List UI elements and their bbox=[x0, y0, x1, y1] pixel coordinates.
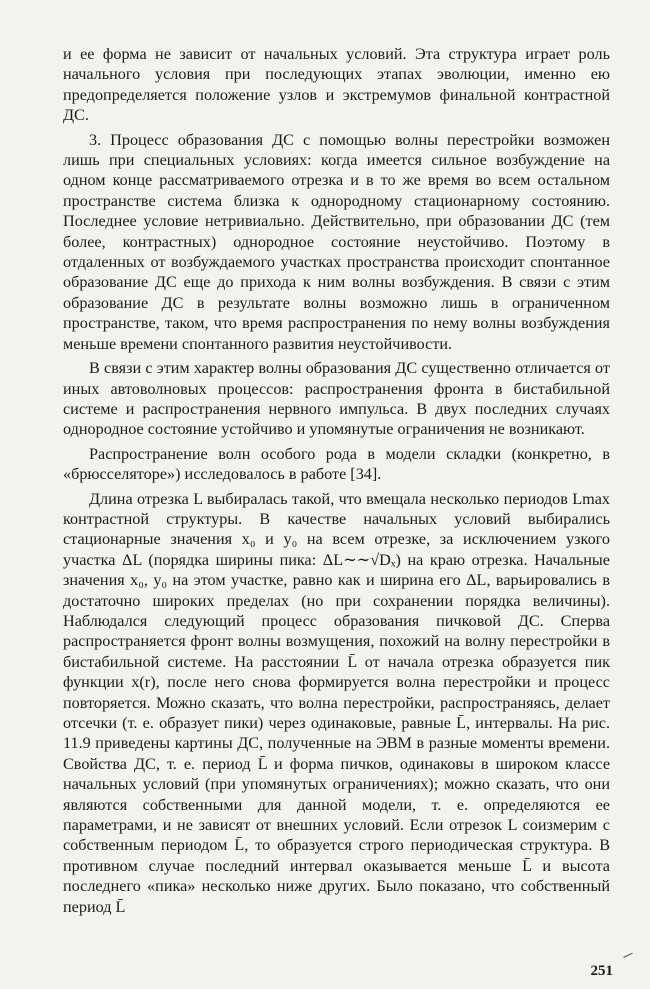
paragraph-brusselator: Распространение волн особого рода в модели складки (конкретно, в «брюсселяторе») исследовалось в работе [34]. bbox=[63, 444, 610, 484]
paragraph-continuation: и ее форма не зависит от начальных условий. Эта структура играет роль начального условия при последующих этапах эволюции, именно ею предопределяется положение узлов и экстремумов финальной контрастной ДС. bbox=[63, 45, 610, 125]
paragraph-segment-length: Длина отрезка L выбиралась такой, что вмещала несколько периодов Lmax контрастной структуры. В качестве начальных условий выбирались стационарные значения x₀ и y₀ на всем отрезке, за исключением узкого участка ΔL (порядка ширины пика: ΔL∼∼√Dₓ) на краю отрезка. Начальные значения x₀, y₀ на этом участке, равно как и ширина его ΔL, варьировались в достаточно широких пределах (но при сохранении порядка величины). Наблюдался следующий процесс образования пичковой ДС. Сперва распространяется фронт волны возмущения, похожий на волну перестройки в бистабильной системе. На расстоянии L̄ от начала отрезка образуется пик функции x(r), после него снова формируется волна перестройки и процесс повторяется. Можно сказать, что волна перестройки, распространяясь, делает отсечки (т. е. образует пики) через одинаковые, равные L̄, интервалы. На рис. 11.9 приведены картины ДС, полученные на ЭВМ в разные моменты времени. Свойства ДС, т. е. период L̄ и форма пичков, одинаковы в широком классе начальных условий (при упомянутых ограничениях); можно сказать, что они являются собственными для данной модели, т. е. определяются ее параметрами, и не зависят от внешних условий. Если отрезок L соизмерим с собственным периодом L̄, то образуется строго периодическая структура. В противном случае последний интервал оказывается меньше L̄ и высота последнего «пика» несколько ниже других. Было показано, что собственный период L̄ bbox=[63, 489, 610, 916]
paragraph-wave-character: В связи с этим характер волны образования ДС существенно отличается от иных автоволновых процессов: распространения фронта в бистабильной системе и распространения нервного импульса. В двух последних случаях однородное состояние устойчиво и упомянутые ограничения не возникают. bbox=[63, 359, 610, 439]
print-mark bbox=[621, 948, 633, 958]
page-number: 251 bbox=[590, 963, 613, 979]
paragraph-process-3: 3. Процесс образования ДС с помощью волны перестройки возможен лишь при специальных условиях: когда имеется сильное возбуждение на одном конце рассматриваемого отрезка и в то же время во всем остальном пространстве система близка к однородному стационарному состоянию. Последнее условие нетривиально. Действительно, при образовании ДС (тем более, контрастных) однородное состояние неустойчиво. Поэтому в отдаленных от возбуждаемого участках пространства происходит спонтанное образование ДС еще до прихода к ним волны возбуждения. В связи с этим образование ДС в результате волны возможно лишь в ограниченном пространстве, таком, что время распространения по нему волны возбуждения меньше времени спонтанного развития неустойчивости. bbox=[63, 130, 610, 353]
